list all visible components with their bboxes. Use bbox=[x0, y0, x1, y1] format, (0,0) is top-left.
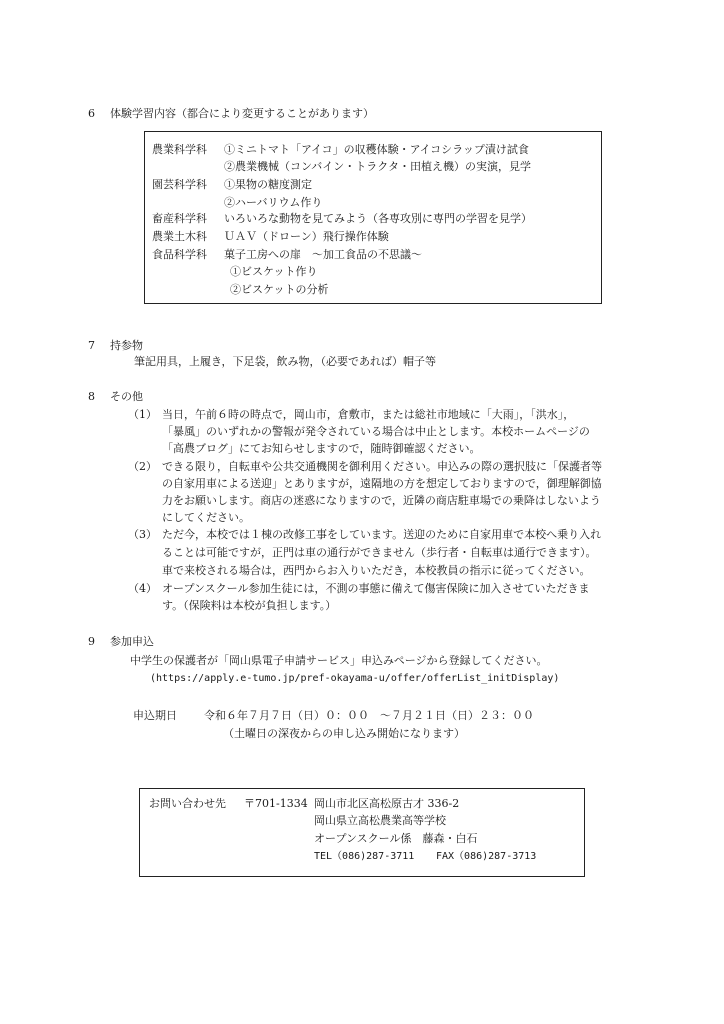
note-line: 車で来校される場合は，西門からお入りいただき，本校教員の指示に従ってください。 bbox=[162, 564, 591, 577]
section-6-number: 6 bbox=[88, 107, 95, 120]
contact-fax: FAX（086)287-3713 bbox=[436, 851, 537, 862]
section-8-title: その他 bbox=[110, 390, 143, 403]
section-9-title: 参加申込 bbox=[110, 635, 154, 648]
note-line: 「暴風」のいずれかの警報が発令されている場合は中止とします。本校ホームページの bbox=[162, 425, 590, 438]
note-label: （2） bbox=[128, 460, 157, 473]
period-note: （土曜日の深夜からの申し込み開始になります） bbox=[223, 727, 465, 740]
experience-item: ①ミニトマト「アイコ」の収穫体験・アイコシラップ漬け試食 bbox=[224, 143, 529, 156]
experience-item: ①果物の糖度測定 bbox=[224, 178, 312, 191]
section-7-title: 持参物 bbox=[110, 339, 143, 352]
period-label: 申込期日 bbox=[133, 709, 177, 722]
section-9-number: 9 bbox=[88, 635, 95, 648]
experience-item: 菓子工房への扉 ～加工食品の不思議～ bbox=[224, 248, 422, 261]
contact-school: 岡山県立高松農業高等学校 bbox=[314, 814, 446, 827]
note-line: 「高農ブログ」にてお知らせしますので，随時御確認ください。 bbox=[162, 442, 481, 455]
experience-item: ②ハーバリウム作り bbox=[224, 196, 323, 209]
note-line: にしてください。 bbox=[162, 511, 250, 524]
dept-label: 農業土木科 bbox=[152, 230, 207, 243]
note-line: できる限り，自転車や公共交通機関を御利用ください。申込みの際の選択肢に「保護者等 bbox=[162, 460, 602, 473]
application-instruction: 中学生の保護者が「岡山県電子申請サービス」申込みページから登録してください。 bbox=[130, 654, 548, 667]
contact-staff: オープンスクール係 藤森・白石 bbox=[314, 832, 478, 845]
note-label: （1） bbox=[128, 408, 157, 421]
experience-item: ①ビスケット作り bbox=[230, 265, 318, 278]
dept-label: 農業科学科 bbox=[152, 143, 207, 156]
note-line: 力をお願いします。商店の迷惑になりますので，近隣の商店駐車場での乗降はしないよう bbox=[162, 494, 601, 507]
period-value: 令和６年７月７日（日）０：００ ～７月２１日（日）２３：００ bbox=[204, 709, 534, 722]
note-line: の自家用車による送迎」とありますが，遠隔地の方を想定しておりますので，御理解御協 bbox=[162, 477, 602, 490]
contact-address: 岡山市北区高松原古才 336-2 bbox=[314, 797, 460, 810]
contact-label: お問い合わせ先 bbox=[149, 797, 226, 810]
experience-item: いろいろな動物を見てみよう（各専攻別に専門の学習を見学） bbox=[224, 212, 532, 225]
note-label: （3） bbox=[128, 528, 157, 541]
contact-tel: TEL（086)287-3711 bbox=[314, 851, 415, 862]
note-line: ただ今，本校では１棟の改修工事をしています。送迎のために自家用車で本校へ乗り入れ bbox=[162, 528, 602, 541]
dept-label: 食品科学科 bbox=[152, 248, 207, 261]
dept-label: 畜産科学科 bbox=[152, 212, 207, 225]
application-url: (https://apply.e-tumo.jp/pref-okayama-u/offer/offerList_initDisplay) bbox=[150, 673, 560, 684]
note-line: オープンスクール参加生徒には，不測の事態に備えて傷害保険に加入させていただきま bbox=[162, 582, 590, 595]
note-line: ることは可能ですが，正門は車の通行ができません（歩行者・自転車は通行できます）。 bbox=[162, 546, 597, 559]
experience-item: ＵＡＶ（ドローン）飛行操作体験 bbox=[224, 230, 389, 243]
note-label: （4） bbox=[128, 582, 157, 595]
dept-label: 園芸科学科 bbox=[152, 178, 207, 191]
section-6-title: 体験学習内容（都合により変更することがあります） bbox=[110, 107, 374, 120]
belongings-text: 筆記用具，上履き，下足袋，飲み物，（必要であれば）帽子等 bbox=[134, 355, 437, 368]
section-7-number: 7 bbox=[88, 339, 95, 352]
section-8-number: 8 bbox=[88, 390, 95, 403]
contact-postal: 〒701-1334 bbox=[244, 797, 308, 810]
note-line: す。（保険料は本校が負担します。） bbox=[162, 599, 337, 612]
experience-item: ②ビスケットの分析 bbox=[230, 283, 329, 296]
note-line: 当日，午前６時の時点で，岡山市，倉敷市，または総社市地域に「大雨」，「洪水」， bbox=[162, 408, 575, 421]
experience-item: ②農業機械（コンバイン・トラクタ・田植え機）の実演，見学 bbox=[224, 160, 532, 173]
